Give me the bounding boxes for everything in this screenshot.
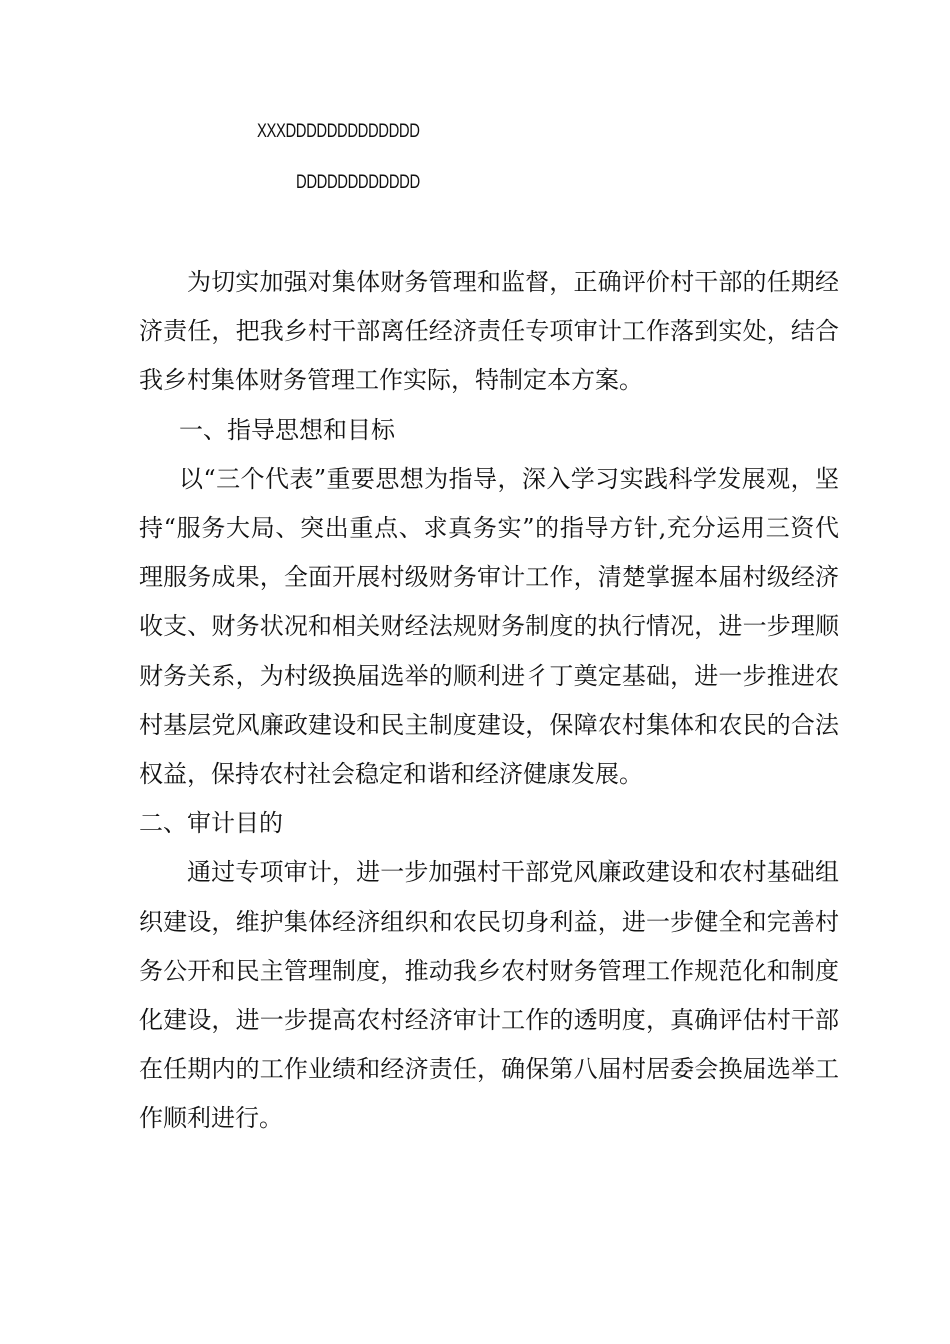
section-heading-purpose: 二、审计目的: [139, 809, 283, 838]
document-body: [139, 258, 839, 1144]
section-heading-guideline: 一、指导思想和目标: [179, 415, 395, 444]
guideline-paragraph: 以“三个代表”重要思想为指导，深入学习实践科学发展观，坚持“服务大局、突出重点、求真务实”的指导方针,充分运用三资代理服务成果，全面开展村级财务审计工作，清楚掌握本届村级经济收支、财务状况和相关财经法规财务制度的执行情况，进一步理顺财务关系，为村级换届选举的顺利进彳丁奠定基础，进一步推进农村基层党风廉政建设和民主制度建设，保障农村集体和农民的合法权益，保持农村社会稳定和谐和经济健康发展。: [139, 464, 839, 789]
purpose-paragraph: 通过专项审计，进一步加强村干部党风廉政建设和农村基础组织建设，维护集体经济组织和农民切身利益，进一步健全和完善村务公开和民主管理制度，推动我乡农村财务管理工作规范化和制度化建设，进一步提高农村经济审计工作的透明度，真确评估村干部在任期内的工作业绩和经济责任，确保第八届村居委会换届选举工作顺利进行。: [139, 858, 839, 1133]
intro-paragraph: 为切实加强对集体财务管理和监督，正确评价村干部的任期经济责任，把我乡村干部离任经济责任专项审计工作落到实处，结合我乡村集体财务管理工作实际，特制定本方案。: [139, 268, 839, 395]
document-title-line-1: XXXDDDDDDDDDDDDD: [257, 121, 420, 142]
document-title-line-2: DDDDDDDDDDDD: [296, 172, 420, 193]
